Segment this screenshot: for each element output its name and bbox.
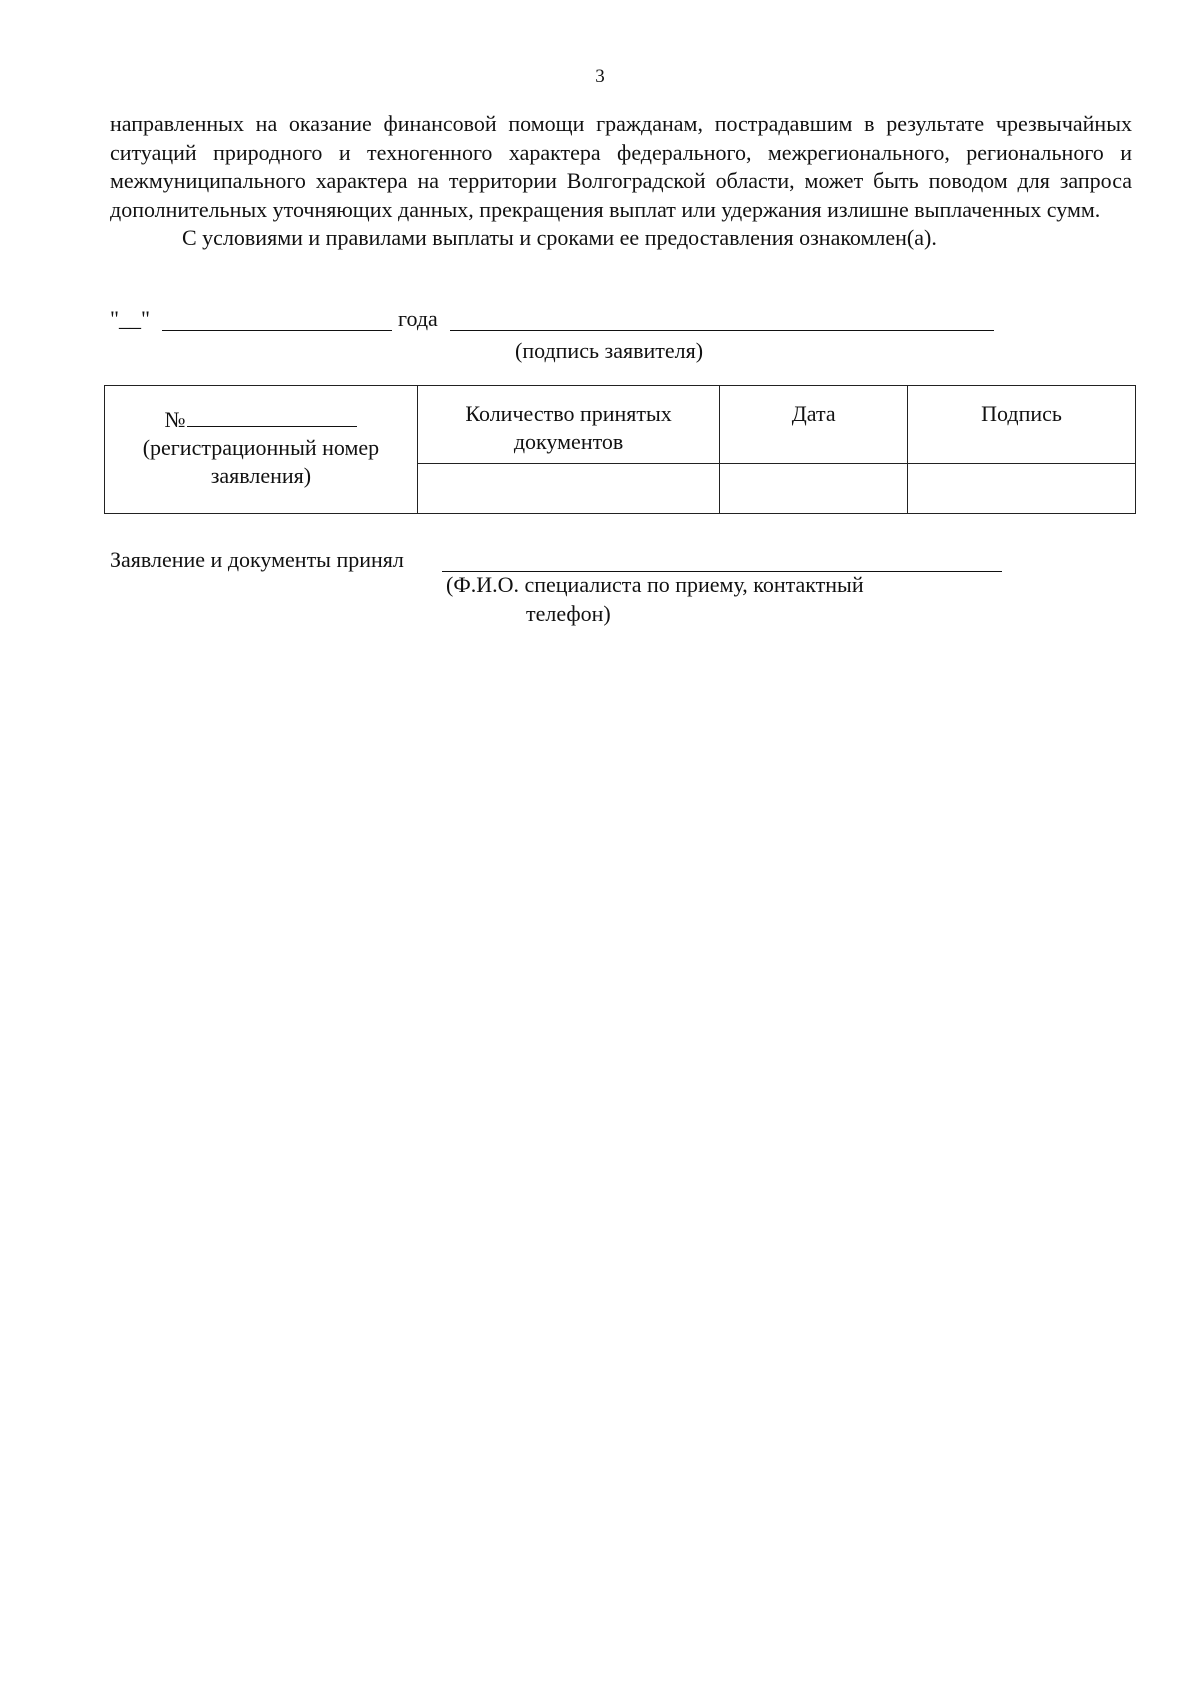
accepted-by-line — [110, 547, 404, 573]
document-body — [110, 110, 1132, 253]
date-cell — [720, 464, 908, 514]
specialist-name-line — [442, 547, 1002, 572]
table-row — [105, 386, 1136, 464]
applicant-signature-line — [450, 306, 994, 331]
specialist-caption — [446, 570, 864, 628]
registration-number-caption: (регистрационный номер заявления) — [142, 435, 380, 488]
date-month-field-line — [162, 306, 392, 331]
signature-header: Подпись — [908, 386, 1136, 464]
year-word: года — [398, 306, 438, 331]
date-signature-line — [110, 306, 1010, 336]
signature-cell — [908, 464, 1136, 514]
date-header: Дата — [720, 386, 908, 464]
documents-count-header: Количество принятых документов — [417, 386, 719, 464]
registration-table — [104, 385, 1136, 514]
date-day-field: "__" — [110, 306, 150, 331]
specialist-caption-line1: (Ф.И.О. специалиста по приему, контактный — [446, 572, 864, 597]
accepted-by-label: Заявление и документы принял — [110, 547, 404, 572]
page-number: 3 — [595, 66, 605, 87]
paragraph-acknowledgement: С условиями и правилами выплаты и сроками ее предоставления ознакомлен(а). — [182, 225, 937, 250]
registration-number-cell — [105, 386, 418, 514]
applicant-signature-caption: (подпись заявителя) — [515, 338, 704, 363]
registration-number-line — [187, 406, 357, 427]
number-sign: № — [164, 407, 186, 432]
paragraph-conditions: направленных на оказание финансовой помощи гражданам, пострадавшим в результате чрезвычайных ситуаций природного и техногенного характера федерального, межрегионального, регионального и межмуниципального характера на территории Волгоградской области, может быть поводом для запроса дополнительных уточняющих данных, прекращения выплат или удержания излишне выплаченных сумм. — [110, 111, 1132, 222]
documents-count-cell — [417, 464, 719, 514]
specialist-caption-line2: телефон) — [526, 601, 611, 626]
